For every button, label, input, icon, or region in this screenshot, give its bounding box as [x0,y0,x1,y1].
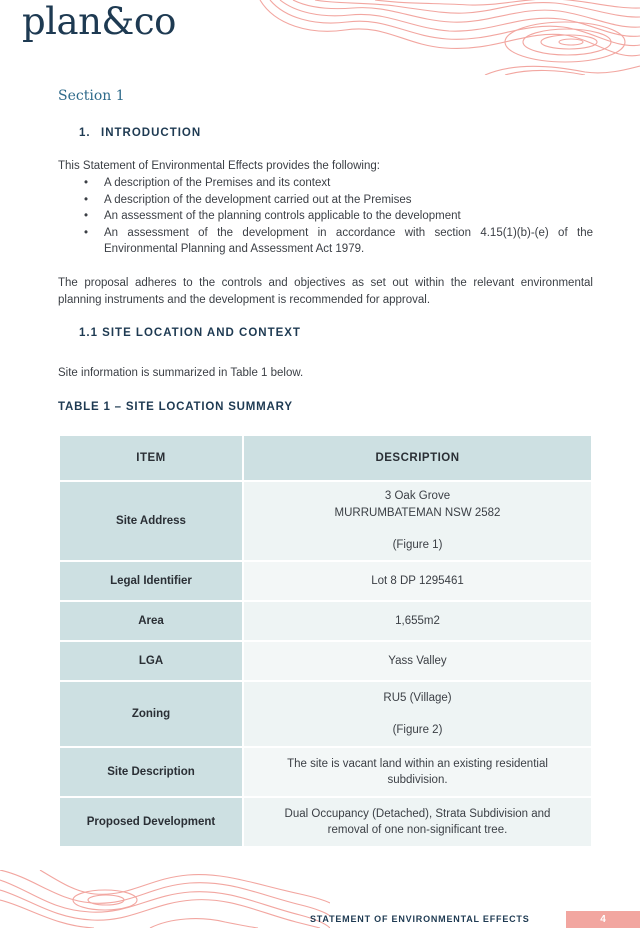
column-header-item: ITEM [59,435,243,481]
list-item-text: A description of the development carried out at the Premises [104,193,412,206]
page-number-badge: 4 [566,911,640,928]
list-item-text: An assessment of the planning controls applicable to the development [104,210,461,222]
intro-closing-paragraph: The proposal adheres to the controls and objectives as set out within the relevant environmental planning instruments and the development is recommended for approval. [58,277,593,306]
table-row [59,747,592,797]
site-location-heading: 1.1 SITE LOCATION AND CONTEXT [79,327,301,339]
brand-logo: plan&co [22,0,176,43]
list-item [58,175,593,192]
row-label: Proposed Development [59,797,243,847]
row-value: Lot 8 DP 1295461 [243,561,592,601]
topographic-decoration-top [255,0,640,75]
row-label: Zoning [59,681,243,747]
intro-lead: This Statement of Environmental Effects provides the following: [58,160,380,172]
table-title: TABLE 1 – SITE LOCATION SUMMARY [58,401,293,413]
row-value: Yass Valley [243,641,592,681]
bullet-icon: • [84,177,89,189]
bullet-icon: • [84,226,89,239]
column-header-description: DESCRIPTION [243,435,592,481]
table-row [59,641,592,681]
row-value: The site is vacant land within an existing residential subdivision. [243,747,592,797]
row-value-line: MURRUMBATEMAN NSW 2582 [334,506,501,519]
list-item-text: An assessment of the development in accordance with section 4.15(1)(b)-(e) of the Environmental Planning and Assessment Act 1979. [104,226,593,255]
list-item [58,192,593,209]
footer-document-title: STATEMENT OF ENVIRONMENTAL EFFECTS [310,914,530,924]
list-item [58,208,593,225]
bullet-icon: • [84,210,89,222]
row-label: Site Description [59,747,243,797]
site-summary-table [58,434,593,848]
list-item-text: A description of the Premises and its context [104,177,331,189]
list-item [58,225,593,258]
table-row [59,481,592,561]
row-value [243,481,592,561]
bullet-icon: • [84,193,89,206]
row-value [243,681,592,747]
row-value: 1,655m2 [243,601,592,641]
row-label: Legal Identifier [59,561,243,601]
table-row [59,561,592,601]
row-label: LGA [59,641,243,681]
row-value-line: (Figure 1) [392,539,443,552]
introduction-heading [79,127,201,139]
row-value: Dual Occupancy (Detached), Strata Subdivision and removal of one non-significant tree. [243,797,592,847]
site-location-text: Site information is summarized in Table 1 below. [58,367,304,379]
section-title: Section 1 [58,88,125,104]
row-label: Area [59,601,243,641]
table-row [59,681,592,747]
table-row [59,797,592,847]
topographic-decoration-bottom [0,870,330,928]
heading-text: INTRODUCTION [101,127,202,139]
row-value-line: RU5 (Village) [383,691,452,704]
table-header-row [59,435,592,481]
row-value-line: (Figure 2) [392,724,443,736]
row-label: Site Address [59,481,243,561]
heading-number: 1. [79,127,91,139]
intro-bullet-list [58,175,593,258]
table-row [59,601,592,641]
row-value-line: 3 Oak Grove [384,490,451,503]
